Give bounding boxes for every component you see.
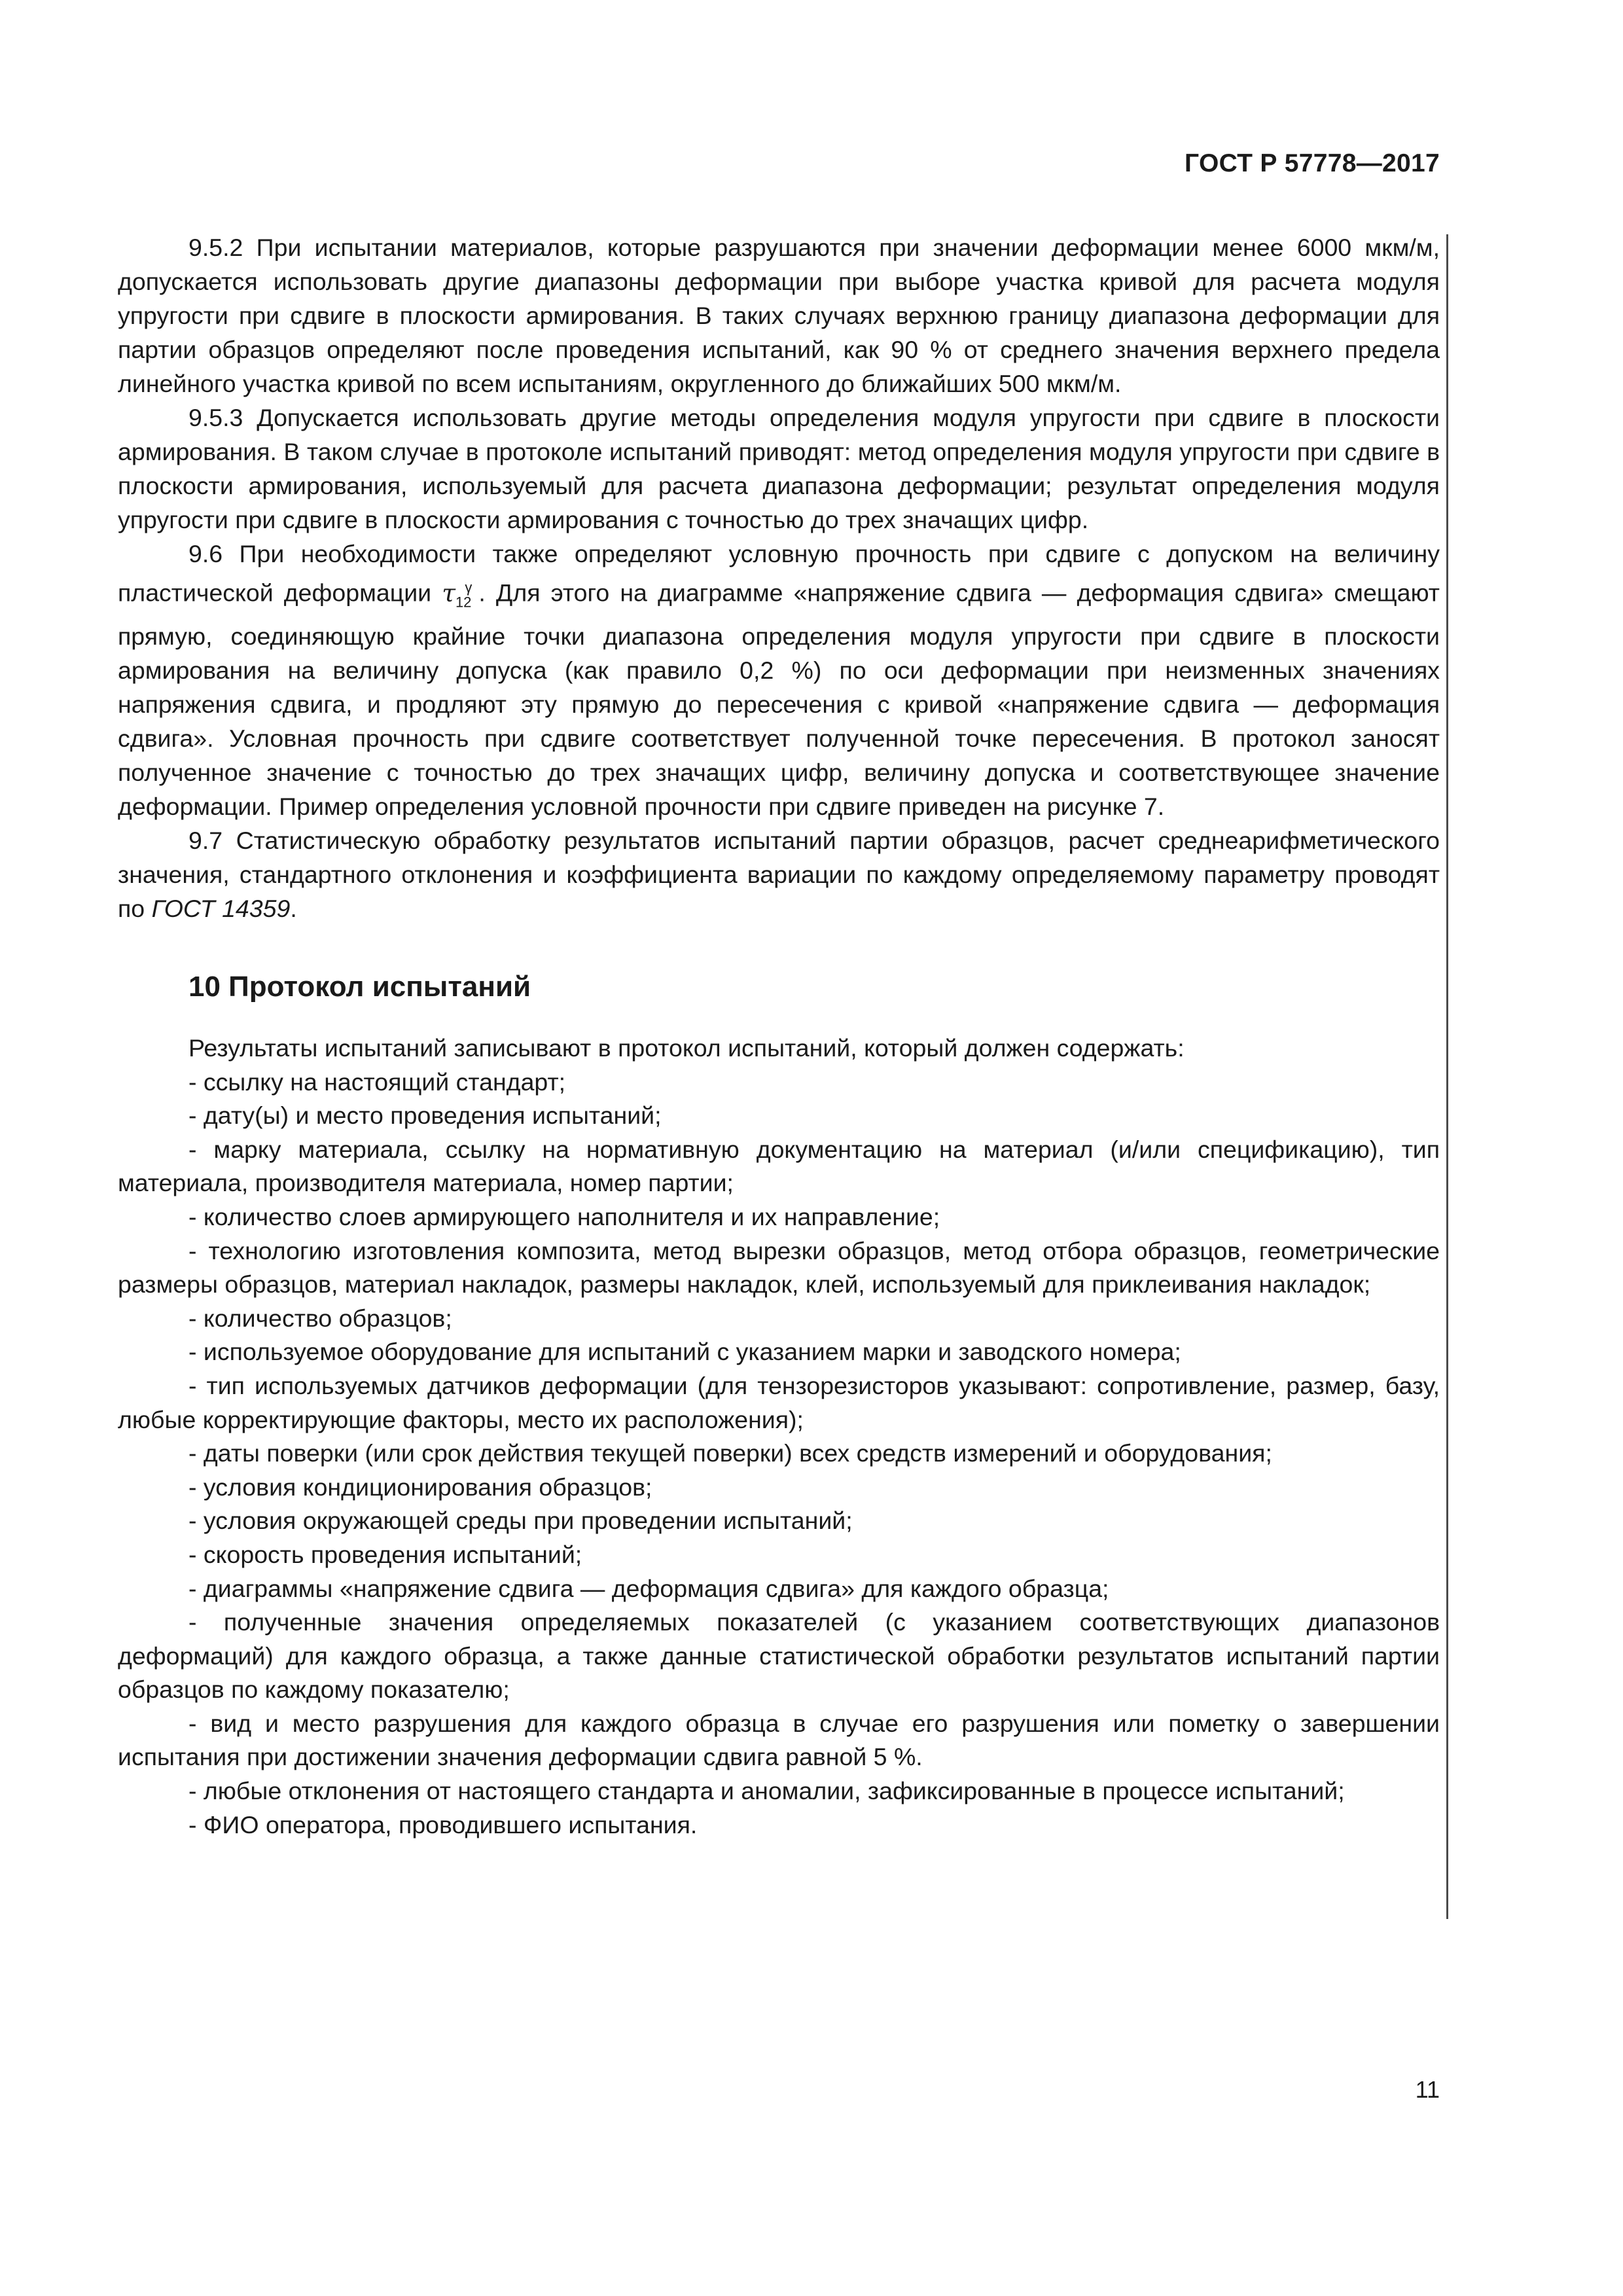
list-item: - диаграммы «напряжение сдвига — деформация сдвига» для каждого образца; [188,1574,1109,1602]
document-header: ГОСТ Р 57778—2017 [1185,149,1440,177]
gost-reference-link: ГОСТ 14359 [151,895,291,922]
list-item: - тип используемых датчиков деформации (для тензорезисторов указывают: сопротивление, размер, базу, любые корректирующие факторы, место их расположения); [118,1371,1440,1433]
paragraph-9-7 [118,823,1440,925]
paragraph-9-5-3: 9.5.3 Допускается использовать другие методы определения модуля упругости при сдвиге в плоскости армирования. В таком случае в протоколе испытаний приводят: метод определения модуля упругости при сдвиге в плоскости армирования, используемый для расчета диапазона деформации; результат определения модуля упругости при сдвиге в плоскости армирования с точностью до трех значащих цифр. [118,404,1440,533]
list-item: - условия окружающей среды при проведении испытаний; [188,1507,853,1535]
list-item: - условия кондиционирования образцов; [188,1473,652,1501]
tau-subscript: 12 [455,594,472,610]
list-item: - ссылку на настоящий стандарт; [188,1067,566,1096]
list-item: - полученные значения определяемых показателей (с указанием соответствующих диапазонов деформаций) для каждого образца, а также данные статистической обработки результатов испытаний партии образцов по каждому показателю; [118,1608,1440,1704]
list-item: - количество образцов; [188,1304,452,1332]
list-item: - технологию изготовления композита, метод вырезки образцов, метод отбора образцов, геометрические размеры образцов, материал накладок, размеры накладок, клей, используемый для приклеивания накладок; [118,1236,1440,1299]
paragraph-9-7-end: . [290,895,297,922]
list-item: - используемое оборудование для испытаний с указанием марки и заводского номера; [188,1338,1181,1366]
revision-bar [1446,234,1448,1919]
paragraph-9-6-start: 9.6 При необходимости также определяют условную прочность при сдвиге с допуском на величину пластической деформации [118,540,1440,607]
list-item: - количество слоев армирующего наполнителя и их направление; [188,1202,940,1230]
list-item: - вид и место разрушения для каждого образца в случае его разрушения или пометку о завершении испытания при достижении значения деформации сдвига равной 5 %. [118,1709,1440,1771]
list-item: - скорость проведения испытаний; [188,1540,582,1568]
list-item: - дату(ы) и место проведения испытаний; [188,1102,662,1130]
section-10-heading: 10 Протокол испытаний [188,971,531,1003]
list-item: - марку материала, ссылку на нормативную документацию на материал (и/или спецификацию), тип материала, производителя материала, номер партии; [118,1135,1440,1197]
paragraph-9-6-end: . Для этого на диаграмме «напряжение сдвига — деформация сдвига» смещают прямую, соединяющую крайние точки диапазона определения модуля упругости при сдвиге в плоскости армирования на величину допуска (как правило 0,2 %) по оси деформации при неизменных значениях напряжения сдвига, и продляют эту прямую до пересечения с кривой «напряжение сдвига — деформация сдвига». Условная прочность при сдвиге соответствует полученной точке пересечения. В протокол заносят полученное значение с точностью до трех значащих цифр, величину допуска и соответствующее значение деформации. Пример определения условной прочности при сдвиге приведен на рисунке 7. [118,579,1440,820]
tau-superscript: γ [465,579,473,596]
protocol-intro: Результаты испытаний записывают в протокол испытаний, который должен содержать: [188,1034,1185,1062]
paragraph-9-7-start: 9.7 Статистическую обработку результатов испытаний партии образцов, расчет среднеарифметического значения, стандартного отклонения и коэффициента вариации по каждому определяемому параметру проводят по [118,827,1440,922]
page-number: 11 [1415,2076,1440,2103]
protocol-list [118,1031,1440,1842]
tau-symbol [442,578,478,610]
list-item: - ФИО оператора, проводившего испытания. [188,1810,698,1839]
paragraph-9-5-2: 9.5.2 При испытании материалов, которые разрушаются при значении деформации менее 6000 мкм/м, допускается использовать другие диапазоны деформации при выборе участка кривой для расчета модуля упругости при сдвиге в плоскости армирования. В таких случаях верхнюю границу диапазона деформации для партии образцов определяют после проведения испытаний, как 90 % от среднего значения верхнего предела линейного участка кривой по всем испытаниям, округленного до ближайших 500 мкм/м. [118,234,1440,397]
page-content [118,230,1440,1842]
list-item: - любые отклонения от настоящего стандарта и аномалии, зафиксированные в процессе испытаний; [188,1777,1345,1805]
tau-letter: τ [442,578,455,607]
list-item: - даты поверки (или срок действия текущей поверки) всех средств измерений и оборудования; [188,1439,1272,1467]
paragraph-9-6 [118,537,1440,823]
